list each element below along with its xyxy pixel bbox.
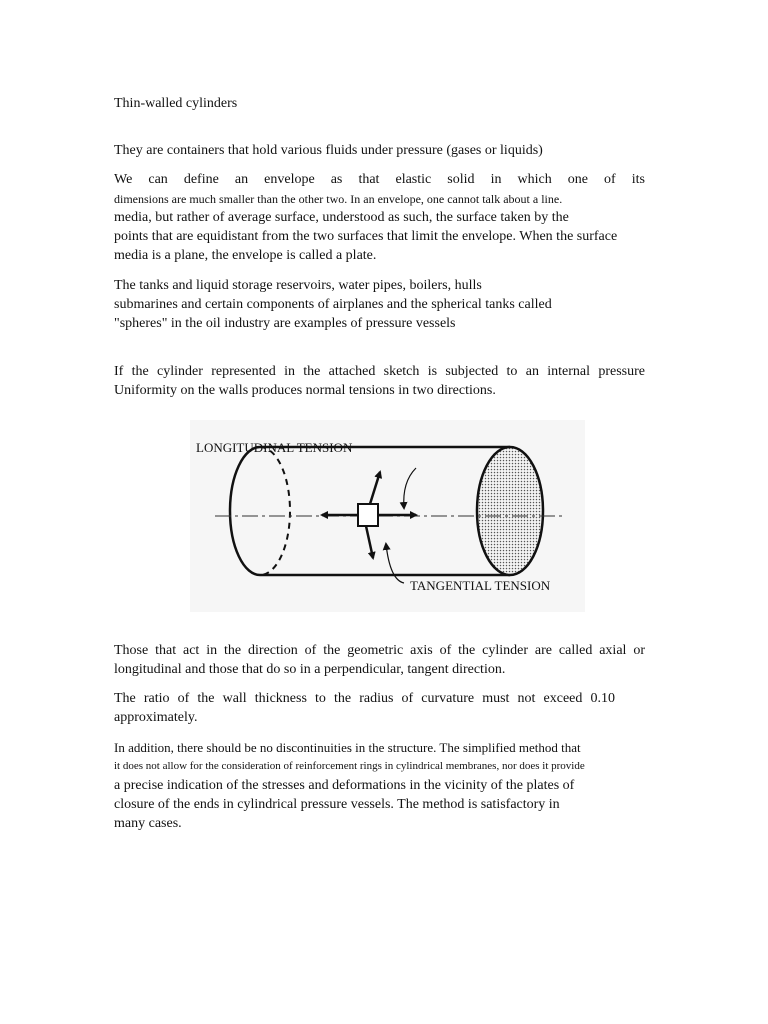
- paragraph-7-line: closure of the ends in cylindrical pressure vessels. The method is satisfactory in: [114, 797, 560, 812]
- paragraph-3-line: submarines and certain components of airplanes and the spherical tanks called: [114, 297, 552, 312]
- paragraph-1: They are containers that hold various fluids under pressure (gases or liquids): [114, 143, 543, 158]
- paragraph-2-line: media, but rather of average surface, understood as such, the surface taken by the: [114, 210, 569, 225]
- paragraph-7-line: In addition, there should be no discontinuities in the structure. The simplified method that: [114, 740, 581, 755]
- paragraph-6-line: approximately.: [114, 710, 198, 725]
- paragraph-5-line: Those that act in the direction of the geometric axis of the cylinder are called axial or: [114, 643, 645, 658]
- paragraph-4-line: Uniformity on the walls produces normal tensions in two directions.: [114, 383, 496, 398]
- paragraph-2-line: dimensions are much smaller than the other two. In an envelope, one cannot talk about a line.: [114, 192, 563, 206]
- paragraph-6-line: The ratio of the wall thickness to the radius of curvature must not exceed 0.10: [114, 691, 615, 706]
- longitudinal-tension-label: LONGITUDINAL TENSION: [196, 440, 353, 455]
- paragraph-7-line: a precise indication of the stresses and deformations in the vicinity of the plates of: [114, 778, 575, 793]
- paragraph-2-line: points that are equidistant from the two surfaces that limit the envelope. When the surface: [114, 229, 618, 244]
- cylinder-stress-svg: [190, 420, 585, 612]
- stress-element: [358, 504, 378, 526]
- tangential-tension-label: TANGENTIAL TENSION: [410, 578, 551, 593]
- paragraph-3-line: "spheres" in the oil industry are examples of pressure vessels: [114, 316, 456, 331]
- cylinder-stress-diagram: [190, 420, 585, 612]
- paragraph-7-line: it does not allow for the consideration of reinforcement rings in cylindrical membranes, nor does it provide: [114, 760, 585, 772]
- paragraph-5-line: longitudinal and those that do so in a perpendicular, tangent direction.: [114, 662, 506, 677]
- paragraph-4-line: If the cylinder represented in the attached sketch is subjected to an internal pressure: [114, 364, 645, 379]
- cylinder-right-end-section: [477, 447, 543, 575]
- paragraph-2-line: We can define an envelope as that elastic solid in which one of its: [114, 172, 645, 187]
- paragraph-7-line: many cases.: [114, 816, 182, 831]
- paragraph-2-line: media is a plane, the envelope is called a plate.: [114, 248, 377, 263]
- paragraph-3-line: The tanks and liquid storage reservoirs, water pipes, boilers, hulls: [114, 278, 482, 293]
- document-title: Thin-walled cylinders: [114, 96, 238, 111]
